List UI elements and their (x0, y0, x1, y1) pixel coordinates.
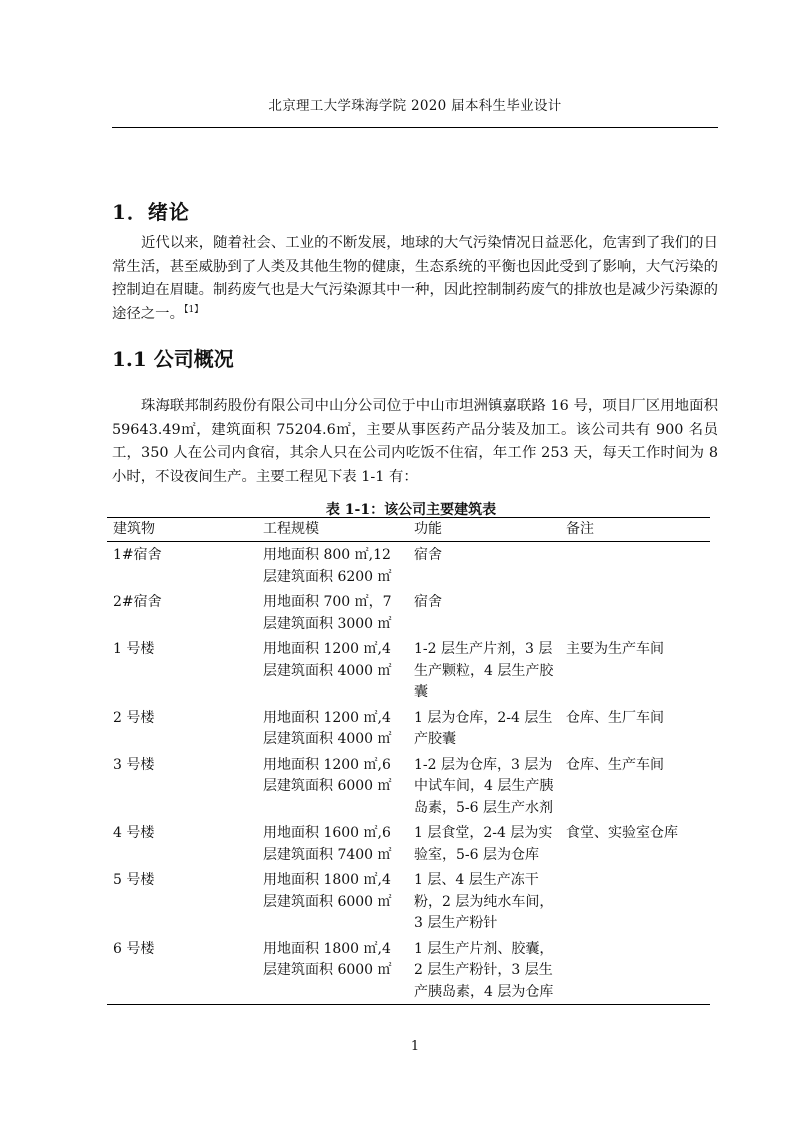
table-row (107, 752, 710, 821)
table-cell: 1-2 层为仓库，3 层为中试车间，4 层生产胰岛素，5-6 层生产水剂 (414, 756, 554, 816)
table-cell: 用地面积 1200 ㎡,4 层建筑面积 4000 ㎡ (263, 709, 392, 747)
table-cell: 宿舍 (414, 594, 442, 610)
column-header-function: 功能 (408, 518, 560, 542)
table-header-row (107, 518, 710, 542)
table-cell: 宿舍 (414, 547, 442, 563)
page-header: 北京理工大学珠海学院 2020 届本科生毕业设计 (268, 98, 562, 114)
table-cell: 1 层生产片剂、胶囊，2 层生产粉针，3 层生产胰岛素，4 层为仓库 (408, 936, 560, 1005)
table-cell: 用地面积 800 ㎡,12 层建筑面积 6200 ㎡ (263, 547, 392, 585)
table-cell: 用地面积 1800 ㎡,4 层建筑面积 6000 ㎡ (263, 872, 392, 910)
table-cell (560, 867, 710, 936)
table-cell: 1 号楼 (113, 641, 155, 657)
table-row (107, 636, 710, 705)
table-cell: 1 层为仓库，2-4 层生产胶囊 (414, 709, 553, 747)
introduction-paragraph (112, 232, 718, 326)
table-cell (560, 936, 710, 1005)
column-header-building: 建筑物 (107, 518, 257, 542)
column-header-remarks: 备注 (560, 518, 710, 542)
table-cell: 仓库、生厂车间 (566, 709, 664, 726)
introduction-text: 近代以来，随着社会、工业的不断发展，地球的大气污染情况日益恶化，危害到了我们的日常生活，甚至威胁到了人类及其他生物的健康，生态系统的平衡也因此受到了影响，大气污染的控制迫在眉睫。制药废气也是大气污染源其中一种，因此控制制药废气的排放也是减少污染源的途径之一。 (112, 235, 718, 322)
buildings-table (107, 517, 710, 1005)
table-cell: 用地面积 700 ㎡，7 层建筑面积 3000 ㎡ (263, 594, 392, 632)
table-cell: 仓库、生产车间 (566, 756, 664, 773)
column-header-scale: 工程规模 (257, 518, 408, 542)
table-row (107, 820, 710, 867)
table-cell: 2 号楼 (113, 709, 155, 726)
table-cell: 1-2 层生产片剂，3 层生产颗粒，4 层生产胶囊 (414, 641, 554, 700)
table-cell: 3 号楼 (113, 756, 155, 773)
table-cell: 1#宿舍 (113, 547, 162, 563)
table-cell: 4 号楼 (113, 825, 155, 841)
table-row (107, 867, 710, 936)
table-cell (560, 589, 710, 636)
table-caption: 表 1-1：该公司主要建筑表 (325, 502, 497, 518)
table-cell: 用地面积 1600 ㎡,6 层建筑面积 7400 ㎡ (263, 825, 392, 863)
table-cell: 2#宿舍 (113, 594, 162, 610)
table-row (107, 705, 710, 752)
table-row (107, 936, 710, 1005)
section-heading-introduction: 1．绪论 (112, 200, 190, 224)
table-cell: 用地面积 1200 ㎡,6 层建筑面积 6000 ㎡ (263, 756, 392, 794)
citation-marker: 【1】 (183, 304, 204, 315)
table-cell: 5 号楼 (113, 872, 155, 888)
table-cell: 用地面积 1800 ㎡,4 层建筑面积 6000 ㎡ (257, 936, 408, 1005)
header-divider (112, 127, 718, 128)
company-overview-paragraph: 珠海联邦制药股份有限公司中山分公司位于中山市坦洲镇嘉联路 16 号，项目厂区用地面积 59643.49㎡，建筑面积 75204.6㎡，主要从事医药产品分装及加工。该公司共有 900 名员工，350 人在公司内食宿，其余人只在公司内吃饭不住宿，年工作 253 天，每天工作时间为 8 小时，不设夜间生产。主要工程见下表 1-1 有： (112, 398, 718, 485)
section-heading-company-overview: 1.1 公司概况 (112, 347, 234, 371)
table-cell: 主要为生产车间 (566, 641, 664, 657)
table-cell: 6 号楼 (107, 936, 257, 1005)
table-cell (560, 542, 710, 590)
table-cell: 1 层、4 层生产冻干粉，2 层为纯水车间，3 层生产粉针 (414, 872, 554, 931)
table-cell: 用地面积 1200 ㎡,4 层建筑面积 4000 ㎡ (263, 641, 392, 679)
table-row (107, 589, 710, 636)
table-cell: 1 层食堂，2-4 层为实验室，5-6 层为仓库 (414, 825, 553, 863)
table-cell: 食堂、实验室仓库 (566, 825, 678, 841)
table-row (107, 542, 710, 590)
page-number: 1 (410, 1039, 420, 1054)
